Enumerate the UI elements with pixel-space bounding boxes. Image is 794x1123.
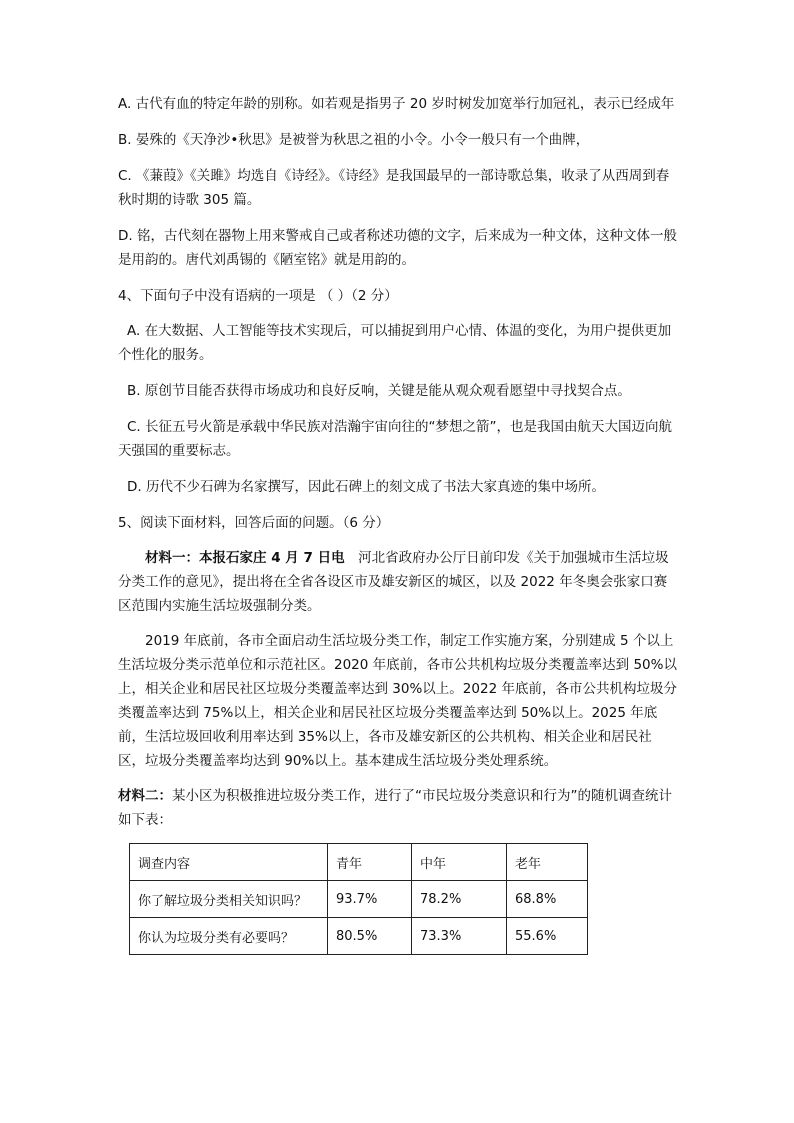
- question-5-stem: 5、阅读下面材料，回答后面的问题。（6 分）: [118, 515, 390, 531]
- option-c-prev: C. 《蒹葭》《关雎》均选自《诗经》。《诗经》是我国最早的一部诗歌总集，收录了从西周到春秋时期的诗歌 305 篇。: [118, 168, 670, 208]
- question-4-option-d: D. 历代不少石碑为名家撰写，因此石碑上的刻文成了书法大家真迹的集中场所。: [127, 479, 605, 495]
- table-header-cell: 青年: [328, 844, 412, 881]
- option-a-prev: A. 古代有血的特定年龄的别称。如若观是指男子 20 岁时树发加宽举行加冠礼，表示已经成年: [118, 96, 675, 112]
- table-header-row: [130, 844, 588, 881]
- material-1-paragraph-2: 2019 年底前，各市全面启动生活垃圾分类工作，制定工作实施方案，分别建成 5 个以上生活垃圾分类示范单位和示范社区。2020 年底前，各市公共机构垃圾分类覆盖率达到 50%以上，相关企业和居民社区垃圾分类覆盖率达到 30%以上。2022 年底前，各市公共机构垃圾分类覆盖率达到 75%以上，相关企业和居民社区垃圾分类覆盖率达到 50%以上。2025 年底前，生活垃圾回收利用率达到 35%以上，各市及雄安新区的公共机构、相关企业和居民社区，垃圾分类覆盖率均达到 90%以上。基本建成生活垃圾分类处理系统。: [118, 633, 677, 769]
- question-4-option-b: B. 原创节目能否获得市场成功和良好反响，关键是能从观众观看愿望中寻找契合点。: [127, 383, 631, 399]
- question-4-option-a: A. 在大数据、人工智能等技术实现后，可以捕捉到用户心情、体温的变化，为用户提供更加个性化的服务。: [118, 323, 672, 363]
- table-cell: 80.5%: [328, 918, 412, 955]
- material-1-text: 河北省政府办公厅日前印发《关于加强城市生活垃圾分类工作的意见》，提出将在全省各设区市及雄安新区的城区，以及 2022 年冬奥会张家口赛区范围内实施生活垃圾强制分类。: [118, 550, 669, 614]
- option-b-prev: B. 晏殊的《天净沙•秋思》是被誉为秋思之祖的小令。小令一般只有一个曲牌，: [118, 132, 590, 148]
- question-4-stem: 4、下面句子中没有语病的一项是 （ ）（2 分）: [118, 288, 398, 304]
- question-4-option-c: C. 长征五号火箭是承载中华民族对浩瀚宇宙向往的“梦想之箭”，也是我国由航天大国迈向航天强国的重要标志。: [118, 419, 672, 459]
- material-1-paragraph: [118, 546, 678, 618]
- table-row: [130, 918, 588, 955]
- option-d-prev: D. 铭，古代刻在器物上用来警戒自己或者称述功德的文字，后来成为一种文体，这种文体一般是用韵的。唐代刘禹锡的《陋室铭》就是用韵的。: [118, 228, 677, 268]
- table-cell: 73.3%: [412, 918, 507, 955]
- document-page: [118, 92, 678, 955]
- material-2-text: 某小区为积极推进垃圾分类工作，进行了“市民垃圾分类意识和行为”的随机调查统计如下表：: [118, 788, 672, 828]
- table-header-cell: 中年: [412, 844, 507, 881]
- material-1-heading: 材料一：本报石家庄 4 月 7 日电: [145, 550, 345, 566]
- material-2-paragraph: [118, 784, 678, 832]
- material-2-heading: 材料二：: [118, 788, 172, 804]
- table-header-cell: 老年: [507, 844, 588, 881]
- table-row: [130, 881, 588, 918]
- table-cell: 78.2%: [412, 881, 507, 918]
- table-cell: 93.7%: [328, 881, 412, 918]
- table-header-cell: 调查内容: [130, 844, 328, 881]
- table-cell: 你了解垃圾分类相关知识吗？: [130, 881, 328, 918]
- table-cell: 68.8%: [507, 881, 588, 918]
- table-cell: 你认为垃圾分类有必要吗？: [130, 918, 328, 955]
- survey-table: [129, 843, 588, 955]
- table-cell: 55.6%: [507, 918, 588, 955]
